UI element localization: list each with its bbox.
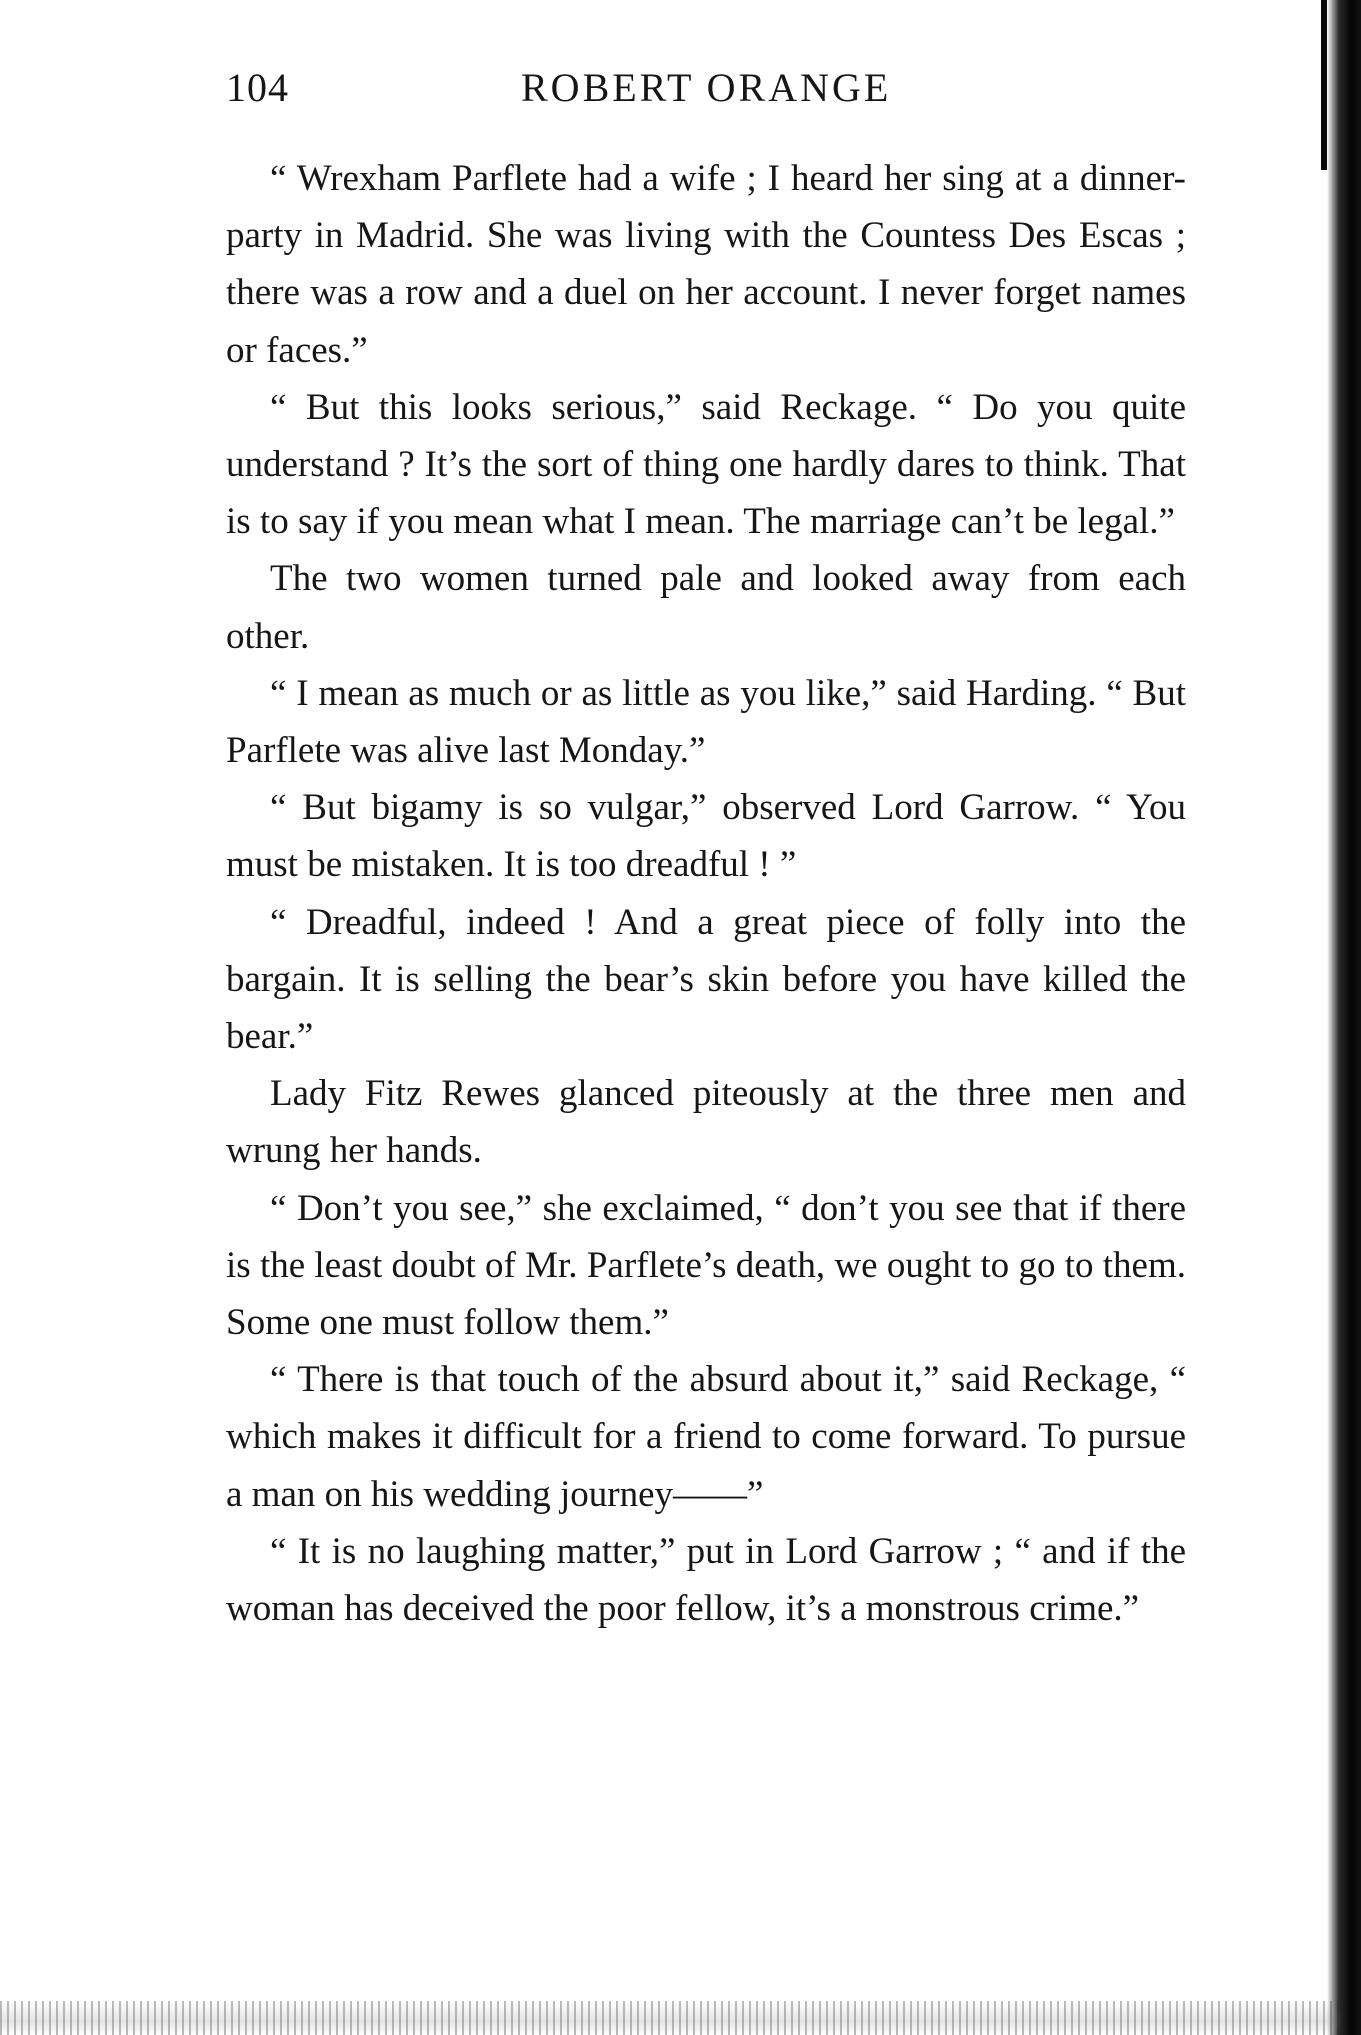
paragraph: “ But bigamy is so vulgar,” observed Lord Garrow. “ You must be mistaken. It is too dreadful ! ”: [226, 787, 1186, 886]
paragraph: “ It is no laughing matter,” put in Lord Garrow ; “ and if the woman has deceived the poor fellow, it’s a monstrous crime.”: [226, 1530, 1186, 1630]
paragraph: Lady Fitz Rewes glanced piteously at the three men and wrung her hands.: [226, 1073, 1186, 1172]
paragraph: The two women turned pale and looked away from each other.: [226, 558, 1186, 657]
paragraph: “ But this looks serious,” said Reckage. “ Do you quite understand ? It’s the sort of thing one hardly dares to think. That is to say if you mean what I mean. The marriage can’t be legal.”: [226, 386, 1186, 543]
binding-edge-shadow: [1327, 0, 1361, 2035]
paragraph: “ There is that touch of the absurd about it,” said Reckage, “ which makes it difficult for a friend to come forward. To pursue a man on his wedding journey——”: [226, 1359, 1186, 1515]
scan-noise-strip: [0, 2001, 1340, 2035]
paragraph: “ I mean as much or as little as you like,” said Harding. “ But Parflete was alive last Monday.”: [226, 672, 1186, 772]
paragraph: “ Dreadful, indeed ! And a great piece of folly into the bargain. It is selling the bear’s skin before you have killed the bear.”: [226, 901, 1186, 1058]
running-header: [226, 58, 1186, 118]
running-title: ROBERT ORANGE: [521, 65, 892, 110]
page-number: 104: [226, 65, 289, 110]
body-text: [226, 150, 1186, 1637]
paragraph: “ Wrexham Parflete had a wife ; I heard her sing at a dinner-party in Madrid. She was living with the Countess Des Escas ; there was a row and a duel on her account. I never forget names or faces.”: [226, 158, 1186, 371]
paragraph: “ Don’t you see,” she exclaimed, “ don’t you see that if there is the least doubt of Mr. Parflete’s death, we ought to go to them. Some one must follow them.”: [226, 1187, 1186, 1344]
